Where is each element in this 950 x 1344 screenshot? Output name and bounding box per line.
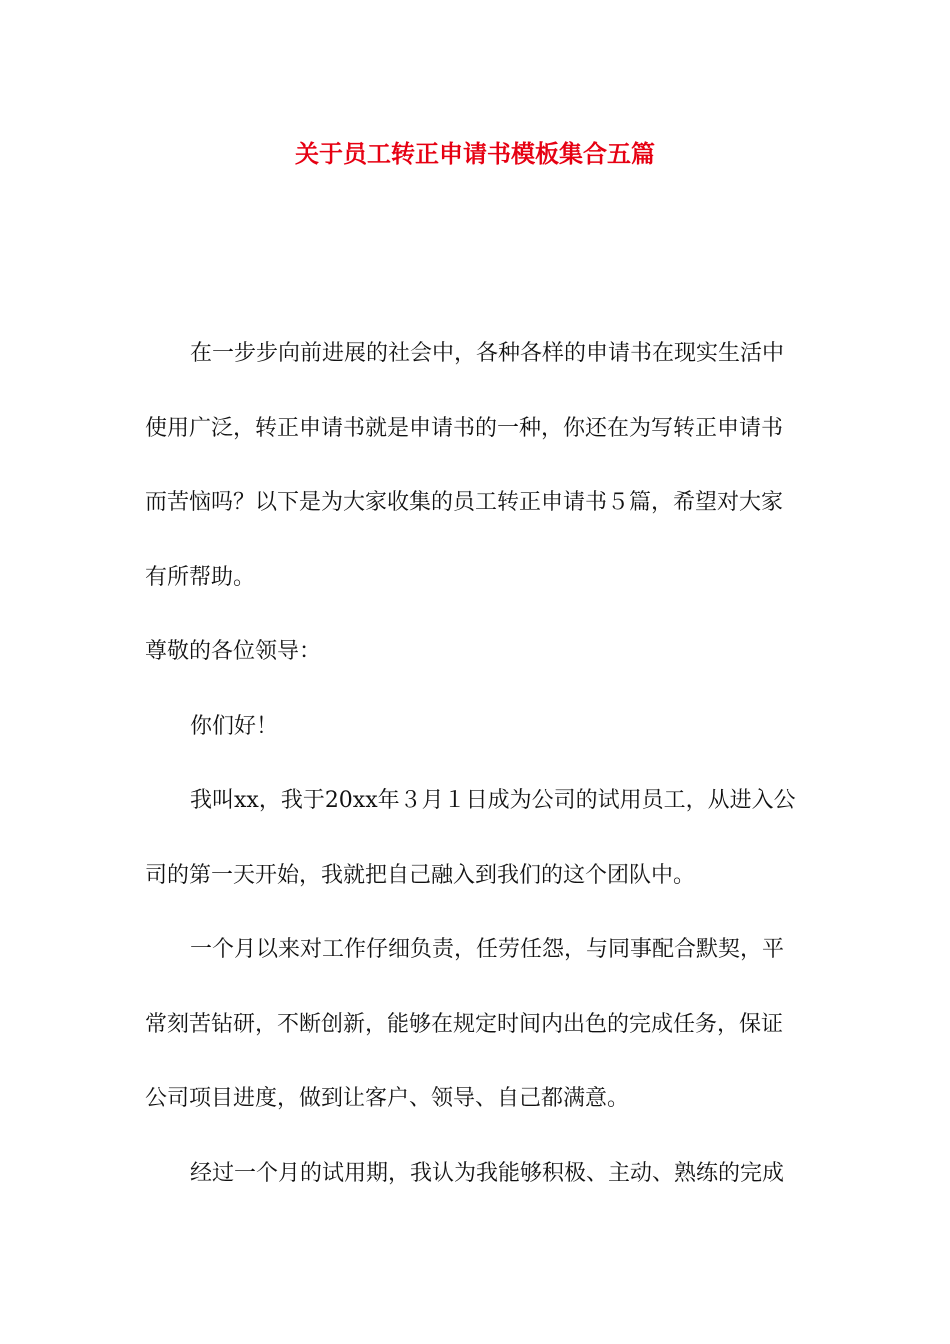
- document-title: 关于员工转正申请书模板集合五篇: [295, 139, 655, 168]
- paragraph-trial-period: [145, 1137, 807, 1212]
- text-line: 我叫xx，我于20xx年３月１日成为公司的试用员工，从进入公: [190, 788, 796, 813]
- paragraph-salutation: [145, 615, 807, 690]
- text-line: 司的第一天开始，我就把自己融入到我们的这个团队中。: [145, 862, 696, 888]
- text-line: 公司项目进度，做到让客户、领导、自己都满意。: [145, 1086, 630, 1111]
- paragraph-intro: [145, 317, 807, 615]
- text-line: 尊敬的各位领导：: [145, 639, 322, 664]
- paragraph-work-performance: [145, 913, 807, 1137]
- text-line: 使用广泛，转正申请书就是申请书的一种，你还在为写转正申请书: [145, 415, 784, 441]
- text-line: 一个月以来对工作仔细负责，任劳任怨，与同事配合默契，平: [190, 937, 785, 962]
- text-line: 你们好！: [190, 713, 279, 739]
- paragraph-self-intro: [145, 764, 807, 913]
- text-line: 有所帮助。: [145, 564, 256, 590]
- document-body: [145, 317, 807, 1211]
- text-line: 经过一个月的试用期，我认为我能够积极、主动、熟练的完成: [190, 1160, 785, 1186]
- text-line: 在一步步向前进展的社会中，各种各样的申请书在现实生活中: [190, 341, 785, 366]
- text-line: 常刻苦钻研，不断创新，能够在规定时间内出色的完成任务，保证: [145, 1011, 784, 1037]
- text-line: 而苦恼吗？以下是为大家收集的员工转正申请书５篇，希望对大家: [145, 490, 784, 515]
- paragraph-greeting: [145, 690, 807, 765]
